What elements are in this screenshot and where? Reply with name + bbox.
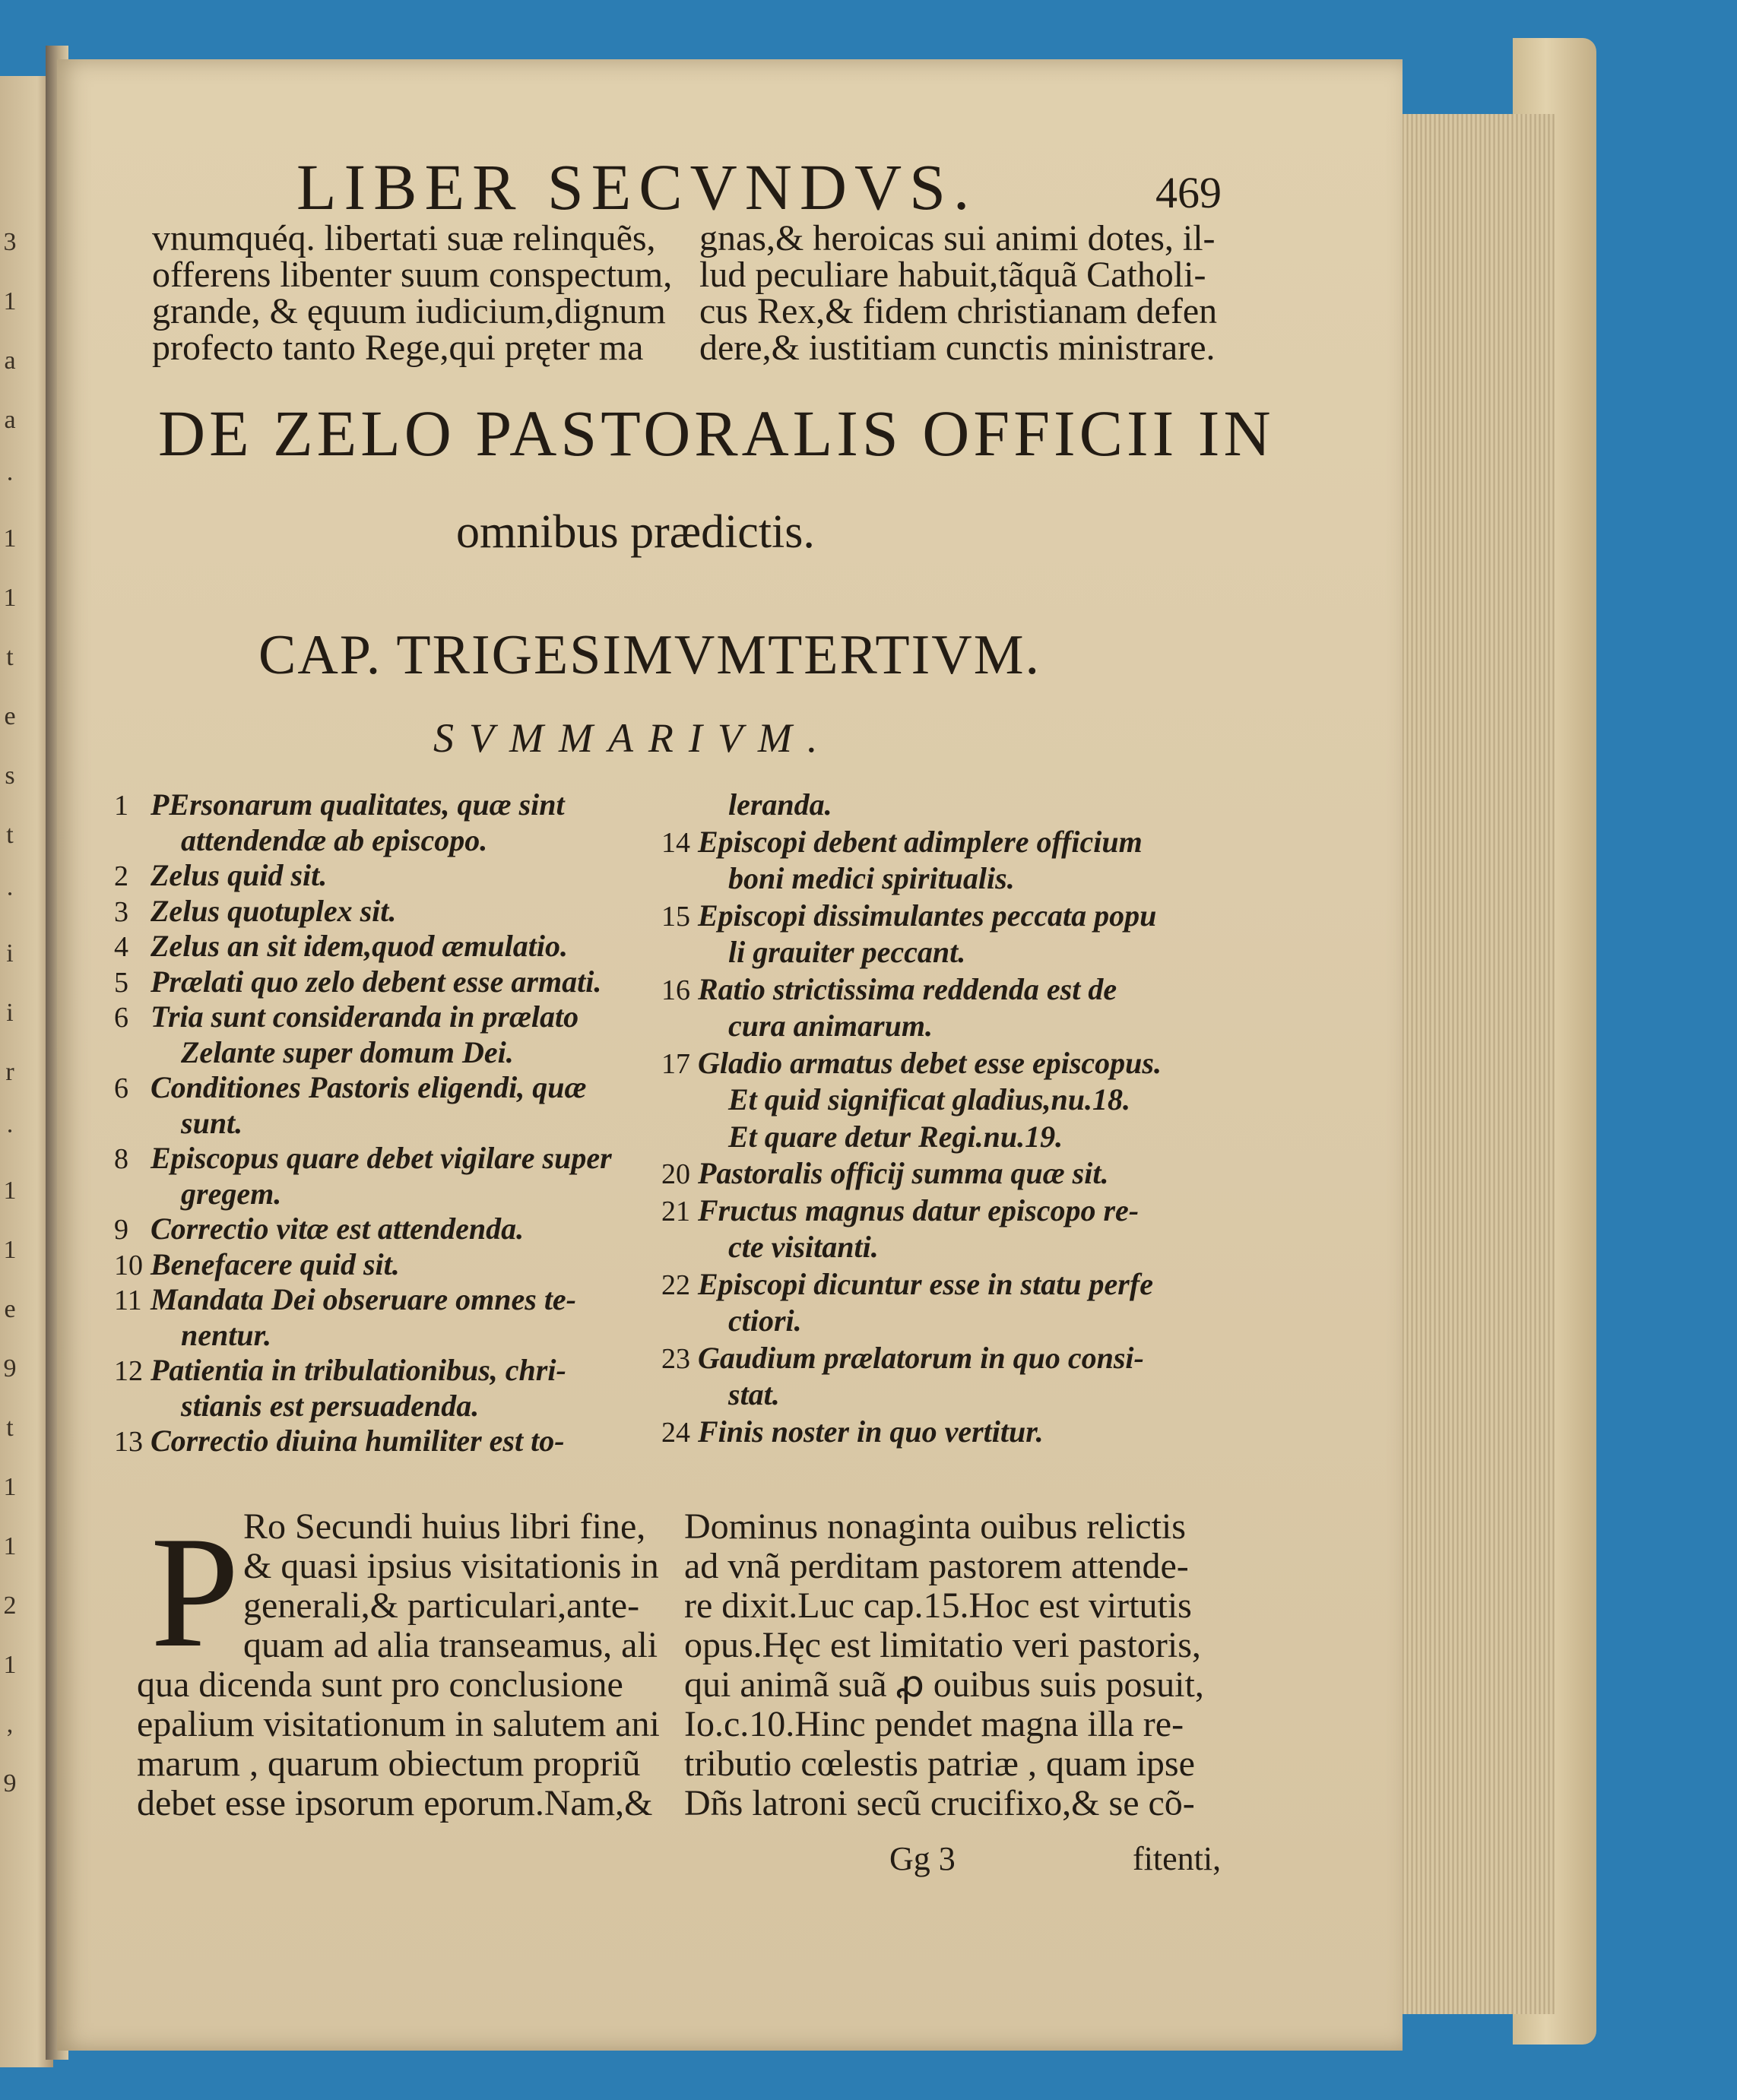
entry-text: Zelus quid sit.: [151, 858, 328, 892]
entry-text: li grauiter peccant.: [728, 935, 966, 969]
summarium-entry: [114, 999, 578, 1034]
summarium-entry: [661, 1045, 1162, 1081]
summarium-entry: [661, 1082, 1130, 1117]
summarium-entry: [661, 1376, 780, 1412]
text-line: Ro Secundi huius libri fine,: [243, 1506, 646, 1547]
text-line: Io.c.10.Hinc pendet magna illa re-: [684, 1704, 1184, 1744]
margin-letter: 2: [3, 1592, 17, 1620]
text-line: ad vnã perditam pastorem attende-: [684, 1546, 1189, 1586]
summarium-entry: [661, 934, 965, 970]
entry-number: 6: [114, 1072, 128, 1104]
entry-text: leranda.: [728, 787, 832, 822]
summarium-entry: [661, 1340, 1144, 1376]
entry-text: Zelus quotuplex sit.: [151, 893, 397, 928]
entry-text: boni medici spiritualis.: [728, 861, 1015, 895]
margin-letter: 1: [3, 1236, 17, 1264]
entry-number: 24: [661, 1416, 690, 1449]
summarium-entry: [114, 1281, 576, 1317]
margin-letter: i: [6, 939, 14, 968]
text-line: marum , quarum obiectum propriũ: [137, 1744, 641, 1784]
margin-letter: ,: [6, 1710, 14, 1738]
margin-letter: s: [5, 762, 15, 790]
margin-letter: 1: [3, 584, 17, 612]
text-line: qui animã suã ꝓ ouibus suis posuit,: [684, 1664, 1204, 1705]
summarium-entry: [661, 1414, 1044, 1449]
entry-text: nentur.: [181, 1317, 271, 1352]
margin-letter: t: [6, 1414, 14, 1442]
entry-text: Finis noster in quo vertitur.: [698, 1414, 1044, 1449]
entry-text: Benefacere quid sit.: [151, 1246, 400, 1281]
entry-number: 5: [114, 966, 128, 999]
margin-letter: r: [5, 1058, 14, 1086]
entry-text: Gladio armatus debet esse episcopus.: [698, 1045, 1162, 1080]
entry-text: Tria sunt consideranda in prælato: [151, 999, 579, 1034]
text-line: tributio cœlestis patriæ , quam ipse: [684, 1744, 1195, 1784]
text-line: grande, & ęquum iudicium,dignum: [152, 291, 666, 331]
entry-text: cura animarum.: [728, 1009, 933, 1043]
catchword: fitenti,: [1133, 1840, 1222, 1877]
entry-number: 6: [114, 1002, 128, 1034]
summarium-entry: [661, 824, 1143, 860]
entry-number: 16: [661, 974, 690, 1006]
margin-letter: 1: [3, 524, 17, 553]
margin-letter: 9: [3, 1769, 17, 1798]
summarium-entry: [661, 1155, 1108, 1191]
entry-number: 13: [114, 1426, 143, 1458]
signature-mark: Gg 3: [889, 1840, 956, 1877]
entry-text: PErsonarum qualitates, quæ sint: [151, 787, 565, 822]
summarium-entry: [661, 1266, 1153, 1302]
entry-text: Correctio diuina humiliter est to-: [151, 1424, 565, 1458]
drop-cap: P: [151, 1504, 239, 1680]
entry-text: Gaudium prælatorum in quo consi-: [698, 1340, 1144, 1375]
entry-number: 17: [661, 1047, 690, 1080]
entry-text: Prælati quo zelo debent esse armati.: [151, 964, 602, 999]
summarium-entry: [661, 1229, 879, 1265]
margin-letter: ·: [5, 1117, 14, 1145]
left-page-margin-letters: [0, 0, 30, 2100]
entry-text: sunt.: [181, 1105, 243, 1140]
margin-letter: 1: [3, 1473, 17, 1501]
entry-text: gregem.: [181, 1176, 282, 1211]
entry-number: 21: [661, 1195, 690, 1227]
summarium-entry: [114, 1034, 514, 1070]
chapter-subtitle: omnibus prædictis.: [456, 506, 815, 558]
summarium-entry: [114, 1211, 524, 1246]
text-line: gnas,& heroicas sui animi dotes, il-: [699, 218, 1216, 258]
entry-number: 10: [114, 1249, 143, 1281]
summarium-entry: [114, 857, 327, 893]
text-line: qua dicenda sunt pro conclusione: [137, 1664, 623, 1705]
entry-text: cte visitanti.: [728, 1230, 879, 1264]
chapter-number-heading: CAP. TRIGESIMVMTERTIVM.: [258, 624, 1041, 686]
entry-number: 12: [114, 1355, 143, 1387]
summarium-entry: [661, 1193, 1139, 1228]
page-number: 469: [1155, 168, 1222, 217]
entry-text: stat.: [728, 1377, 780, 1411]
entry-number: 20: [661, 1158, 690, 1190]
margin-letter: 3: [3, 228, 17, 256]
entry-text: Episcopus quare debet vigilare super: [151, 1141, 612, 1175]
summarium-entry: [661, 1303, 802, 1338]
margin-letter: e: [4, 1295, 16, 1323]
summarium-entry: [114, 822, 487, 858]
margin-letter: 1: [3, 1532, 17, 1560]
entry-number: 22: [661, 1269, 690, 1301]
entry-text: Correctio vitæ est attendenda.: [151, 1212, 525, 1246]
summarium-entry: [114, 1388, 479, 1424]
margin-letter: i: [6, 999, 14, 1027]
entry-text: Episcopi dissimulantes peccata popu: [698, 898, 1157, 933]
entry-number: 23: [661, 1342, 690, 1375]
entry-text: Pastoralis officij summa quæ sit.: [698, 1156, 1109, 1190]
entry-text: Zelus an sit idem,quod æmulatio.: [151, 929, 568, 963]
summarium-entry: [114, 1176, 281, 1212]
text-line: epalium visitationum in salutem ani: [137, 1704, 660, 1744]
entry-text: Conditiones Pastoris eligendi, quæ: [151, 1070, 587, 1104]
text-line: debet esse ipsorum eporum.Nam,&: [137, 1783, 653, 1823]
entry-number: 14: [661, 826, 690, 859]
summarium-entry: [661, 971, 1117, 1007]
summarium-entry: [114, 893, 396, 929]
entry-number: 15: [661, 900, 690, 933]
entry-number: 1: [114, 790, 128, 822]
text-line: offerens libenter suum conspectum,: [152, 255, 673, 295]
chapter-title: DE ZELO PASTORALIS OFFICII IN: [158, 397, 1275, 470]
entry-text: Fructus magnus datur episcopo re-: [698, 1193, 1140, 1227]
summarium-entry: [114, 1317, 271, 1353]
summarium-entry: [114, 1246, 400, 1282]
text-line: Dominus nonaginta ouibus relictis: [684, 1506, 1186, 1547]
margin-letter: 9: [3, 1354, 17, 1383]
text-line: & quasi ipsius visitationis in: [243, 1546, 659, 1586]
entry-number: 2: [114, 860, 128, 892]
summarium-entry: [114, 787, 565, 822]
summarium-heading: SVMMARIVM.: [433, 715, 833, 761]
summarium-entry: [661, 860, 1015, 896]
page-fore-edge: [1395, 114, 1555, 2014]
entry-text: Ratio strictissima reddenda est de: [698, 971, 1117, 1006]
summarium-entry: [114, 1140, 612, 1176]
margin-letter: t: [6, 821, 14, 849]
entry-text: Zelante super domum Dei.: [181, 1034, 514, 1069]
margin-letter: ·: [5, 465, 14, 493]
summarium-entry: [114, 1423, 565, 1459]
entry-number: 4: [114, 931, 128, 963]
margin-letter: ·: [5, 880, 14, 908]
entry-text: Mandata Dei obseruare omnes te-: [151, 1282, 576, 1316]
entry-text: Episcopi debent adimplere officium: [698, 824, 1143, 859]
entry-text: stianis est persuadenda.: [181, 1388, 480, 1423]
margin-letter: 1: [3, 287, 17, 315]
entry-number: 3: [114, 895, 128, 928]
text-line: profecto tanto Rege,qui pręter ma: [152, 328, 644, 368]
summarium-entry: [661, 898, 1156, 933]
entry-text: attendendæ ab episcopo.: [181, 822, 488, 857]
entry-text: ctiori.: [728, 1303, 802, 1338]
text-line: generali,& particulari,ante-: [243, 1585, 640, 1626]
text-line: lud peculiare habuit,tãquã Catholi-: [699, 255, 1206, 295]
entry-number: 9: [114, 1214, 128, 1246]
text-line: vnumquéq. libertati suæ relinquẽs,: [152, 218, 656, 258]
entry-text: Episcopi dicuntur esse in statu perfe: [698, 1266, 1153, 1301]
entry-text: Et quare detur Regi.nu.19.: [728, 1119, 1063, 1154]
summarium-entry: [114, 1105, 242, 1141]
text-line: quam ad alia transeamus, ali: [243, 1625, 658, 1665]
summarium-entry: [114, 1352, 566, 1388]
text-line: dere,& iustitiam cunctis ministrare.: [699, 328, 1216, 368]
text-line: cus Rex,& fidem christianam defen: [699, 291, 1218, 331]
text-line: re dixit.Luc cap.15.Hoc est virtutis: [684, 1585, 1192, 1626]
margin-letter: a: [4, 347, 16, 375]
running-head: LIBER SECVNDVS.: [296, 150, 978, 223]
margin-letter: 1: [3, 1177, 17, 1205]
summarium-entry: [661, 787, 832, 822]
entry-number: 8: [114, 1143, 128, 1175]
summarium-entry: [114, 928, 568, 964]
summarium-entry: [661, 1008, 933, 1044]
margin-letter: e: [4, 702, 16, 730]
entry-text: Et quid significat gladius,nu.18.: [728, 1082, 1131, 1117]
summarium-entry: [114, 964, 601, 999]
margin-letter: 1: [3, 1651, 17, 1679]
text-line: Dñs latroni secũ crucifixo,& se cõ-: [684, 1783, 1195, 1823]
text-line: opus.Hęc est limitatio veri pastoris,: [684, 1625, 1201, 1665]
entry-number: 11: [114, 1284, 142, 1316]
summarium-entry: [661, 1119, 1063, 1155]
margin-letter: t: [6, 643, 14, 671]
entry-text: Patientia in tribulationibus, chri-: [151, 1353, 566, 1387]
summarium-entry: [114, 1069, 586, 1105]
margin-letter: a: [4, 406, 16, 434]
